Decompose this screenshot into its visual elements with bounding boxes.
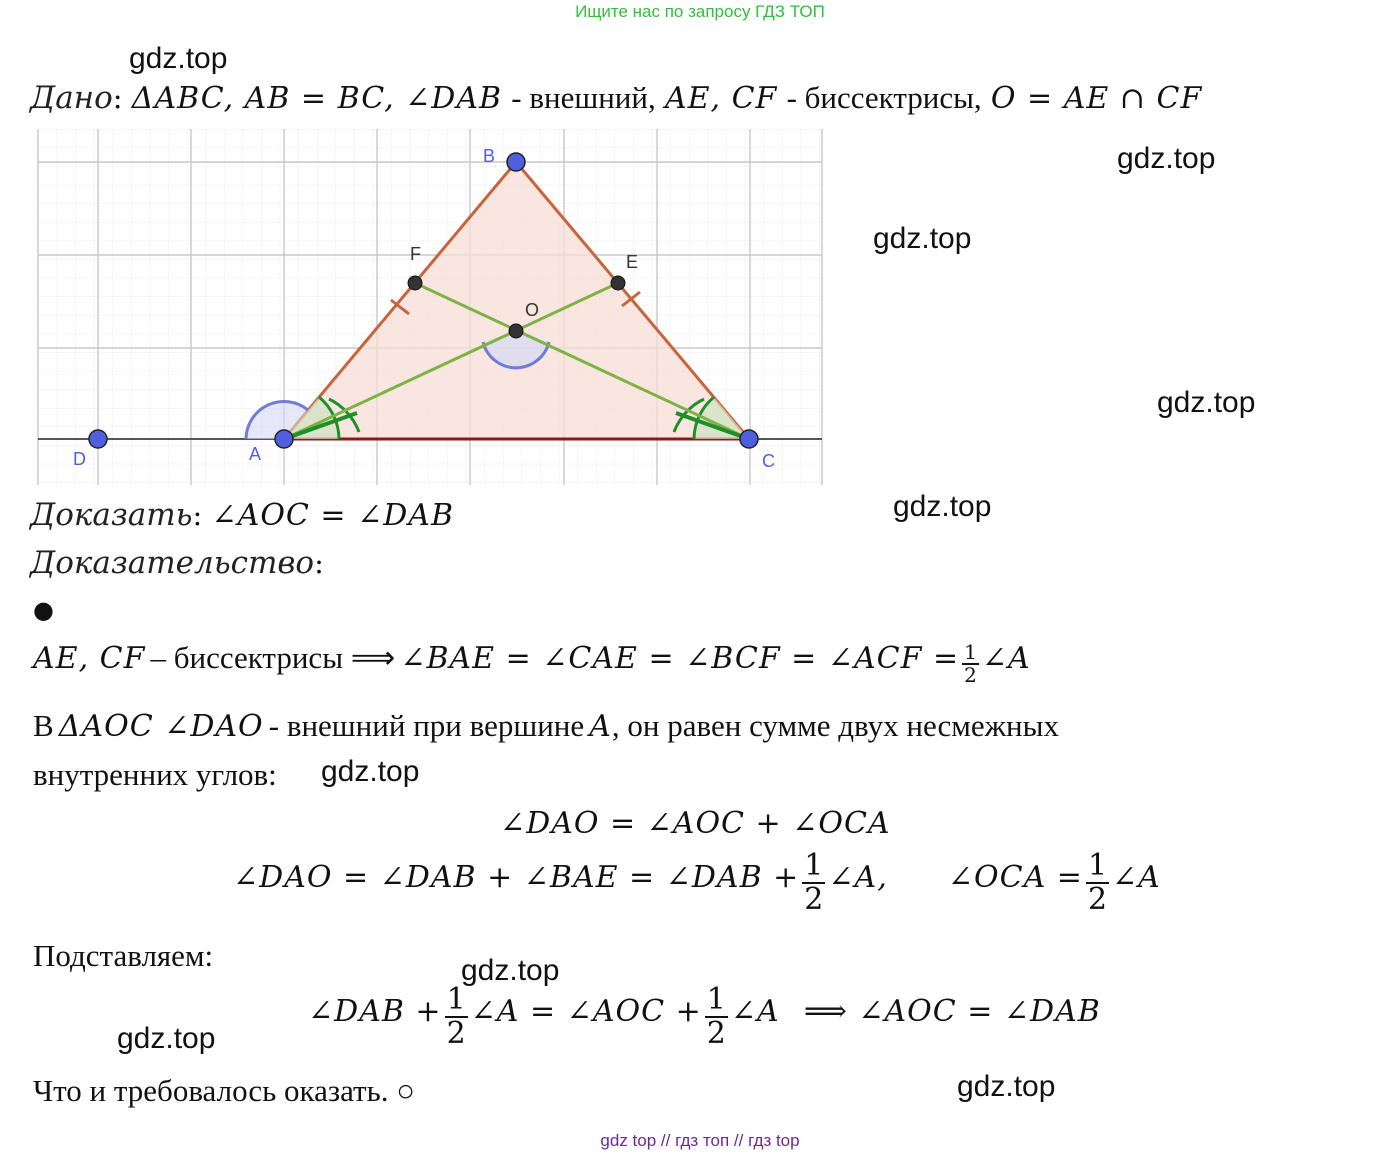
prove-math: ∠AOC = ∠DAB [211,498,454,533]
point-b [507,153,525,171]
given-label: Дано [30,80,113,116]
label-c: C [762,451,775,471]
fraction-half: $\frac{1}{2}$ [706,982,726,1051]
watermark: gdz.top [129,42,228,75]
geometry-figure [0,120,840,490]
label-f: F [410,244,421,264]
given-math: ΔABC, AB = BC, ∠DAB [131,81,503,116]
fraction-half: $\frac{1}{2}$ [804,848,824,917]
proof-line-3: внутренних углов: [33,757,277,792]
point-d [89,430,107,448]
point-a [275,430,293,448]
point-f [408,276,422,290]
given-line: Дано: ΔABC, AB = BC, ∠DAB - внешний, AE, CF - биссектрисы, O = AE ∩ CF [30,80,1203,116]
proof-line-2: В ΔAOC ∠DAO - внешний при вершине A, он равен сумме двух несмежных [33,708,1059,744]
label-a: A [249,444,262,464]
fraction-half: $\frac{1}{2}$ [1087,848,1108,917]
top-banner: Ищите нас по запросу ГДЗ ТОП [575,2,825,21]
label-b: B [483,146,496,166]
watermark: gdz.top [461,954,560,987]
watermark: gdz.top [957,1070,1056,1103]
bullet: ● [33,596,54,624]
watermark: gdz.top [321,755,420,788]
point-o [509,324,523,338]
watermark: gdz.top [117,1022,216,1055]
prove-line: Доказать: ∠AOC = ∠DAB [30,497,454,533]
fraction-half: $\frac{1}{2}$ [446,982,466,1051]
conclusion: Что и требовалось оказать. ○ [33,1073,415,1108]
point-c [740,430,758,448]
label-d: D [73,449,86,469]
proof-label: Доказательство [30,545,315,581]
equation-1: ∠DAO = ∠AOC + ∠OCA [500,806,891,841]
label-o: O [525,300,540,320]
footer-links[interactable]: gdz top // гдз топ // гдз top [600,1131,800,1150]
watermark: gdz.top [1157,386,1256,419]
equation-2: ∠DAO = ∠DAB + ∠BAE = ∠DAB + $\frac{1}{2}$ ∠A, ∠OCA = $\frac{1}{2}$ ∠A [233,848,1161,917]
substitute-label: Подставляем: [33,938,214,973]
fraction-half: $\frac{1}{2}$ [964,639,977,687]
watermark: gdz.top [1117,142,1216,175]
watermark: gdz.top [893,490,992,523]
equation-3: ∠DAB + $\frac{1}{2}$ ∠A = ∠AOC + $\frac{1}{2}$ ∠A ⟹ ∠AOC = ∠DAB [308,982,1101,1051]
prove-label: Доказать [30,497,193,533]
label-e: E [626,252,639,272]
proof-line-1: AE, CF – биссектрисы ⟹ ∠BAE = ∠CAE = ∠BCF = ∠ACF = $\frac{1}{2}$ ∠A [33,639,1031,687]
point-e [611,276,625,290]
watermark: gdz.top [873,222,972,255]
proof-heading: Доказательство: [30,545,324,581]
